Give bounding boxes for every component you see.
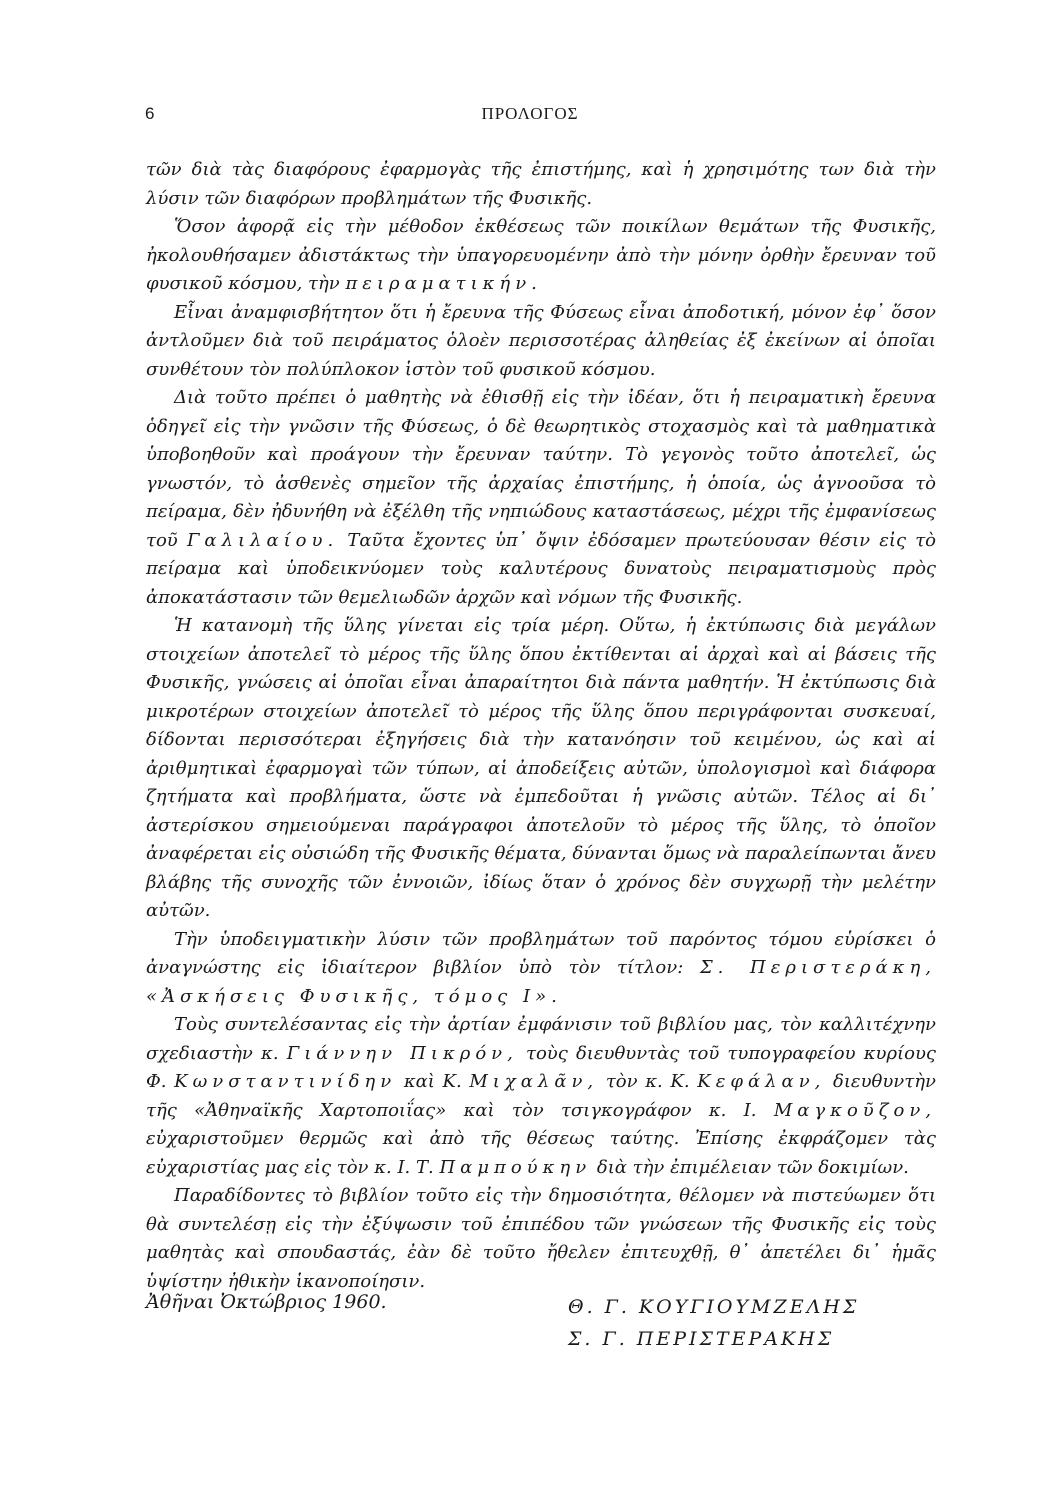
paragraph-6-text: Τὴν ὑποδειγματικὴν λύσιν τῶν προβλημάτων τοῦ παρόντος τόμου εὑρίσκει ὁ ἀναγνώστης εἰς ἰδιαίτερον βιβλίον ὑπὸ τὸν τίτλον: [146,928,936,978]
preface-body [146,156,936,1296]
running-head-title: ΠΡΟΛΟΓΟΣ [481,104,579,123]
place-date: Ἀθῆναι Ὀκτώβριος 1960. [146,1291,387,1313]
paragraph-7-text-m: διὰ τὴν ἐπιμέλειαν τῶν δοκιμίων. [596,1156,909,1178]
paragraph-7-text-k: εὐχαριστοῦμεν θερμῶς καὶ ἀπὸ τῆς θέσεως ταύτης. Ἐπίσης ἐκφράζομεν τὰς εὐχαριστίας μας εἰς τὸν κ. Ι. Τ. [146,1128,936,1178]
signatory-name: Θ. Γ. ΚΟΥΓΙΟΥΜΖΕΛΗΣ [568,1296,860,1318]
signatory-name: Σ. Γ. ΠΕΡΙΣΤΕΡΑΚΗΣ [568,1328,835,1350]
paragraph-5: Ἡ κατανομὴ τῆς ὕλης γίνεται εἰς τρία μέρη. Οὕτω, ἡ ἐκτύπωσις διὰ μεγάλων στοιχείων ἀποτελεῖ τὸ μέρος τῆς ὕλης ὅπου ἐκτίθενται αἱ ἀρχαὶ καὶ αἱ βάσεις τῆς Φυσικῆς, γνώσεις αἱ ὁποῖαι εἶναι ἀπαραίτητοι διὰ πάντα μαθητήν. Ἡ ἐκτύπωσις διὰ μικροτέρων στοιχείων ἀποτελεῖ τὸ μέρος τῆς ὕλης ὅπου περιγράφονται συσκευαί, δίδονται περισσότεραι ἐξηγήσεις διὰ τὴν κατανόησιν τοῦ κειμένου, ὡς καὶ αἱ ἀριθμητικαὶ ἐφαρμογαὶ τῶν τύπων, αἱ ἀποδείξεις αὐτῶν, ὑπολογισμοὶ καὶ διάφορα ζητήματα καὶ προβλήματα, ὥστε νὰ ἐμπεδοῦται ἡ γνῶσις αὐτῶν. Τέλος αἱ δι᾽ ἀστερίσκου σημειούμεναι παράγραφοι ἀποτελοῦν τὸ μέρος τῆς ὕλης, τὸ ὁποῖον ἀναφέρεται εἰς οὐσιώδη τῆς Φυσικῆς θέματα, δύνανται ὅμως νὰ παραλείπωνται ἄνευ βλάβης τῆς συνοχῆς τῶν ἐννοιῶν, ἰδίως ὅταν ὁ χρόνος δὲν συγχωρῇ τὴν μελέτην αὐτῶν. [146,615,936,921]
page-number: 6 [145,104,155,123]
paragraph-7-text-i: διευθυντὴν τῆς «Ἀθηναϊκῆς Χαρτοποιΐας» καὶ τὸν τσιγκογράφον κ. Ι. [146,1071,936,1121]
paragraph-1: τῶν διὰ τὰς διαφόρους ἐφαρμογὰς τῆς ἐπιστήμης, καὶ ἡ χρησιμότης των διὰ τὴν λύσιν τῶν διαφόρων προβλημάτων τῆς Φυσικῆς. [146,159,936,209]
paragraph-2 [146,213,936,299]
spaced-name-kefalas: Κεφάλαν, [697,1071,826,1092]
paragraph-6 [146,926,936,1012]
paragraph-8: Παραδίδοντες τὸ βιβλίον τοῦτο εἰς τὴν δημοσιότητα, θέλομεν νὰ πιστεύωμεν ὅτι θὰ συντελέσῃ εἰς τὴν ἐξύψωσιν τοῦ ἐπιπέδου τῶν γνώσεων τῆς Φυσικῆς εἰς τοὺς μαθητὰς καὶ σπουδαστάς, ἐὰν δὲ τοῦτο ἤθελεν ἐπιτευχθῇ, θ᾽ ἀπετέλει δι᾽ ἡμᾶς ὑψίστην ἠθικὴν ἱκανοποίησιν. [146,1185,936,1292]
paragraph-4-text: Διὰ τοῦτο πρέπει ὁ μαθητὴς νὰ ἐθισθῇ εἰς τὴν ἰδέαν, ὅτι ἡ πειραματικὴ ἔρευνα ὁδηγεῖ εἰς τὴν γνῶσιν τῆς Φύσεως, ὁ δὲ θεωρητικὸς στοχασμὸς καὶ τὰ μαθηματικὰ ὑποβοηθοῦν καὶ προάγουν τὴν ἔρευναν ταύτην. Τὸ γεγονὸς τοῦτο ἀποτελεῖ, ὡς γνωστόν, τὸ ἀσθενὲς σημεῖον τῆς ἀρχαίας ἐπιστήμης, ἡ ὁποία, ὡς ἀγνοοῦσα τὸ πείραμα, δὲν ἠδυνήθη νὰ ἐξέλθη τῆς νηπιώδους καταστάσεως, μέχρι τῆς ἐμφανίσεως τοῦ [146,387,936,551]
paragraph-4 [146,384,936,612]
spaced-name-konstantinidis: Κωνσταντινίδην [174,1071,397,1092]
paragraph-7-text-a: Τοὺς συντελέσαντας εἰς τὴν ἀρτίαν ἐμφάνισιν τοῦ βιβλίου μας, τὸν καλλιτέχνην σχεδιαστὴν κ. [146,1014,936,1064]
paragraph-7-text-e: καὶ Κ. [403,1071,462,1092]
paragraph-3: Εἶναι ἀναμφισβήτητον ὅτι ἡ ἔρευνα τῆς Φύσεως εἶναι ἀποδοτική, μόνον ἐφ᾽ ὅσον ἀντλοῦμεν διὰ τοῦ πειράματος ὁλοὲν περισσοτέρας ἀληθείας ἐξ ἐκείνων αἱ ὁποῖαι συνθέτουν τὸν πολύπλοκον ἱστὸν τοῦ φυσικοῦ κόσμου. [146,301,936,380]
paragraph-7 [146,1011,936,1182]
paragraph-2-text: Ὅσον ἀφορᾷ εἰς τὴν μέθοδον ἐκθέσεως τῶν ποικίλων θεμάτων τῆς Φυσικῆς, ἠκολουθήσαμεν ἀδιστάκτως τὴν ὑπαγορευομένην ἀπὸ τὴν μόνην ὀρθὴν ἔρευναν τοῦ φυσικοῦ κόσμου, τὴν [146,216,936,294]
paragraph-7-text-g: τὸν κ. Κ. [605,1071,690,1092]
spaced-name-magkouzos: Μαγκοῦζον, [773,1099,936,1121]
signatures [568,1291,859,1355]
spaced-book-title: Σ. Περιστεράκη, «Ἀσκήσεις Φυσικῆς, τόμος Ι». [146,957,936,1007]
paragraph-4-text-end: Ταῦτα ἔχοντες ὑπ᾽ ὄψιν ἐδόσαμεν πρωτεύουσαν θέσιν εἰς τὸ πείραμα καὶ ὑποδεικνύομεν τοὺς καλυτέρους δυνατοὺς πειραματισμοὺς πρὸς ἀποκατάστασιν τῶν θεμελιωδῶν ἀρχῶν καὶ νόμων τῆς Φυσικῆς. [146,529,936,608]
paragraph-7-text-c: τοὺς διευθυντὰς τοῦ τυπογραφείου κυρίους Φ. [146,1042,936,1092]
spaced-name-pikros: Γιάννην Πικρόν, [286,1042,518,1064]
spaced-name-michalas: Μιχαλᾶν, [469,1071,599,1092]
spaced-name-galileo: Γαλιλαίου. [186,529,339,551]
spaced-name-pampoukis: Παμπούκην [439,1156,592,1178]
spaced-emphasis: πειραματικήν. [345,273,542,294]
